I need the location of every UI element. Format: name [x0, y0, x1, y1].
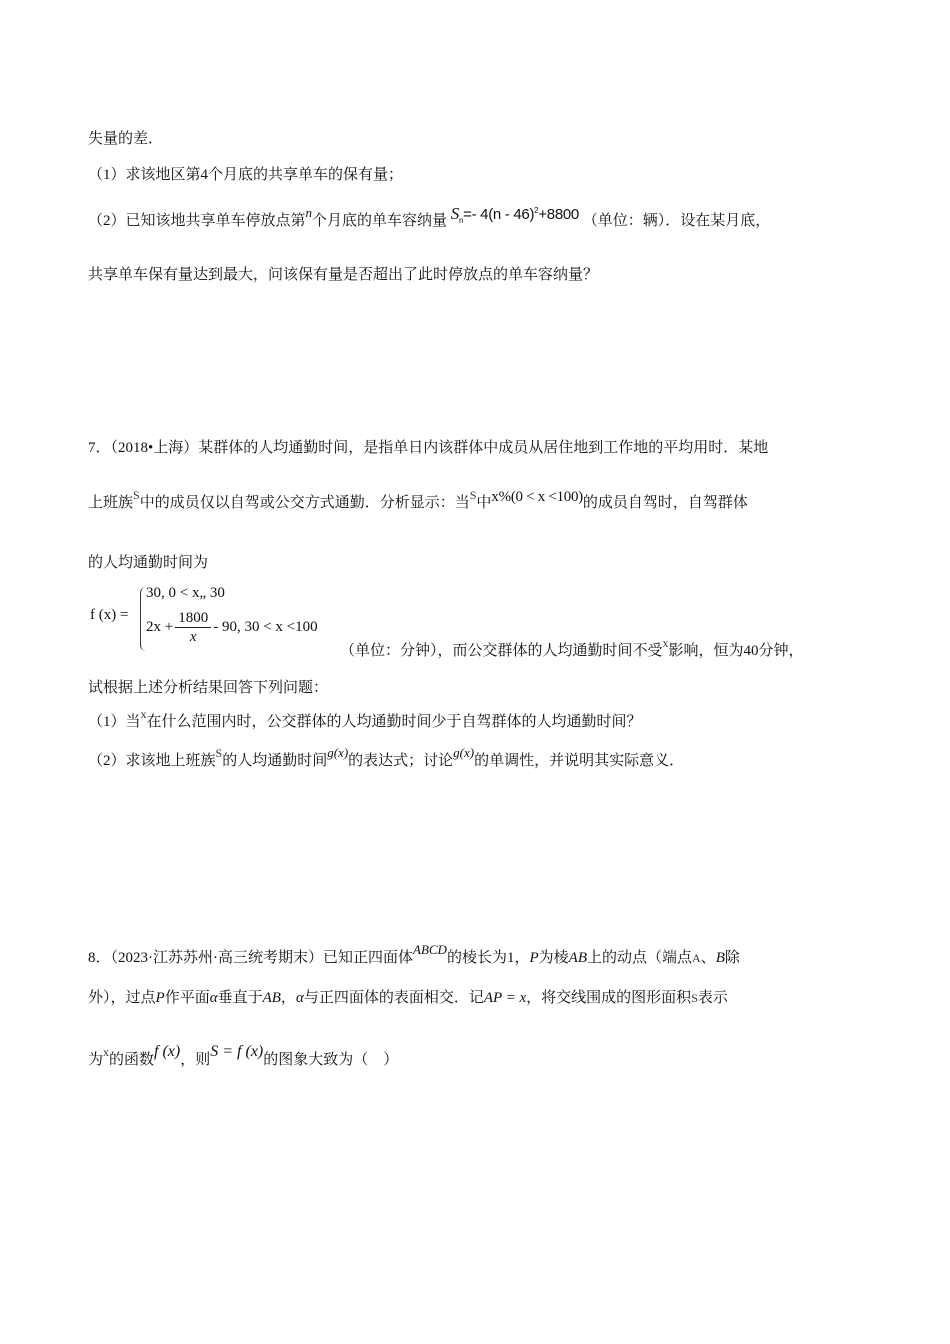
text: 为棱	[538, 950, 569, 966]
numerator: 1800	[175, 609, 211, 628]
var-S: S	[133, 488, 140, 502]
text: 外），过点	[88, 990, 156, 1006]
text: - 90, 30 < x <100	[213, 618, 318, 635]
q7-part-2	[88, 745, 685, 771]
text: （2）已知该地共享单车停放点第	[88, 213, 306, 229]
denominator: x	[189, 629, 197, 645]
text: 的人均通勤时间	[222, 753, 328, 769]
var-n: n	[305, 205, 313, 220]
point-A: A	[692, 951, 701, 965]
q7-stem-line-4	[340, 636, 804, 661]
text-line: 失量的差．	[88, 131, 164, 147]
text: 的单调性，并说明其实际意义．	[474, 753, 685, 769]
capacity-formula	[451, 206, 579, 223]
tetrahedron-ABCD: ABCD	[413, 942, 447, 957]
q8-line-3	[88, 1043, 399, 1070]
point-P: P	[155, 990, 165, 1006]
text: ，则	[180, 1052, 211, 1068]
q8-line-1	[88, 942, 740, 968]
text: 、	[700, 950, 716, 966]
plane-alpha: α	[295, 990, 304, 1006]
g-of-x: g(x)	[327, 745, 349, 760]
point-B: B	[715, 950, 725, 966]
formula-S: S	[450, 204, 459, 223]
text: （单位：辆）．设在某月底，	[582, 213, 771, 229]
case-1: 30, 0 < x„ 30	[146, 585, 225, 601]
s-equals-f-of-x: S = f (x)	[210, 1043, 264, 1060]
g-of-x: g(x)	[453, 745, 475, 760]
formula-sub: n	[458, 216, 464, 225]
var-x: x	[103, 1045, 110, 1059]
text: 2x +	[146, 618, 174, 635]
text: 在什么范围内时，公交群体的人均通勤时间少于自驾群体的人均通勤时间？	[146, 714, 642, 730]
text: 上班族	[88, 495, 134, 511]
text: ，将交线围成的图形面积	[526, 990, 692, 1006]
text: （1）当	[88, 714, 141, 730]
text-line: 共享单车保有量达到最大，问该保有量是否超出了此时停放点的单车容纳量？	[88, 267, 599, 283]
text: （2）求该地上班族	[88, 753, 216, 769]
q7-stem-line-5: 试根据上述分析结果回答下列问题：	[88, 680, 329, 696]
text: 除	[724, 950, 740, 966]
text: 上的动点（端点	[586, 950, 692, 966]
text: ，	[280, 990, 296, 1006]
q8-line-2	[88, 988, 728, 1008]
text: 的函数	[109, 1052, 155, 1068]
text: 为	[88, 1052, 104, 1068]
q7-part-1	[88, 707, 642, 732]
formula-body: =- 4(n - 46)	[463, 206, 535, 223]
text: 的图象大致为（ ）	[263, 1052, 399, 1068]
text: 8．（2023·江苏苏州·高三统考期末）已知正四面体	[88, 950, 413, 966]
percent-formula: x%(0 < x <100)	[491, 489, 583, 505]
edge-AB: AB	[568, 950, 587, 966]
text: 与正四面体的表面相交．记	[303, 990, 484, 1006]
q7-stem-line-1: 7．（2018•上海）某群体的人均通勤时间，是指单日内该群体中成员从居住地到工作地的平均用时．某地	[88, 440, 769, 456]
function-lhs: f (x) =	[90, 607, 129, 623]
text: 的表达式；讨论	[348, 753, 454, 769]
point-P: P	[529, 950, 539, 966]
text: 的棱长为1，	[446, 950, 530, 966]
text: 个月底的单车容纳量	[312, 213, 448, 229]
text: 的成员自驾时，自驾群体	[582, 495, 748, 511]
var-x: x	[662, 636, 669, 650]
text: 表示	[697, 990, 728, 1006]
q6-part-2	[88, 204, 771, 237]
var-S: S	[469, 488, 477, 502]
text: 中的成员仅以自驾或公交方式通勤．分析显示：当	[139, 495, 470, 511]
text: （单位：分钟），而公交群体的人均通勤时间不受	[340, 643, 663, 659]
plane-alpha: α	[209, 990, 218, 1006]
formula-end: +8800	[538, 206, 579, 223]
q7-stem-line-3: 的人均通勤时间为	[88, 555, 209, 571]
text: 作平面	[164, 990, 210, 1006]
case-2	[146, 609, 318, 646]
text: 影响，恒为40分钟，	[668, 643, 804, 659]
f-of-x: f (x)	[154, 1043, 181, 1060]
formula-exp: 2	[534, 206, 539, 215]
ap-equals-x: AP = x	[483, 990, 527, 1006]
fraction	[175, 609, 211, 646]
text: 中	[476, 495, 492, 511]
piecewise-function	[90, 585, 340, 655]
text: 垂直于	[217, 990, 263, 1006]
q7-stem-line-2	[88, 488, 748, 513]
var-x: x	[140, 707, 147, 721]
var-S: S	[691, 991, 698, 1005]
edge-AB: AB	[262, 990, 281, 1006]
var-S: S	[215, 746, 223, 760]
q6-part-1: （1）求该地区第4个月底的共享单车的保有量；	[88, 167, 404, 183]
